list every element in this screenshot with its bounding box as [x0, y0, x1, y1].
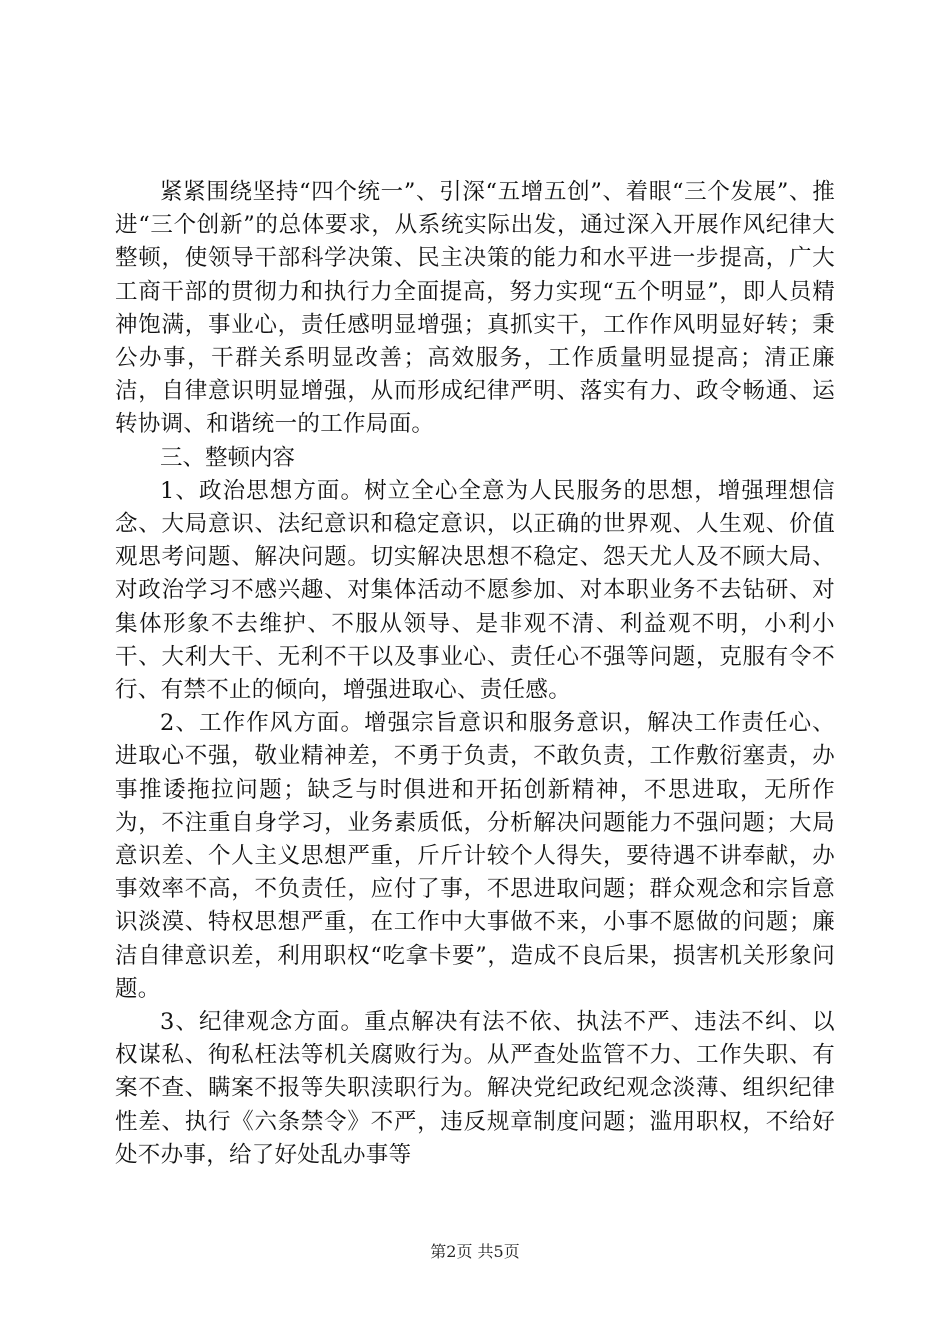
document-body [115, 176, 835, 1172]
page-number-footer: 第2页 共5页 [430, 1242, 520, 1261]
paragraph-discipline: 3、纪律观念方面。重点解决有法不依、执法不严、违法不纠、以权谋私、徇私枉法等机关腐败行为。从严查处监管不力、工作失职、有案不查、瞒案不报等失职渎职行为。解决党纪政纪观念淡薄、组织纪律性差、执行《六条禁令》不严，违反规章制度问题；滥用职权，不给好处不办事，给了好处乱办事等 [115, 1009, 835, 1168]
paragraph-political-thought: 1、政治思想方面。树立全心全意为人民服务的思想，增强理想信念、大局意识、法纪意识和稳定意识，以正确的世界观、人生观、价值观思考问题、解决问题。切实解决思想不稳定、怨天尤人及不顾大局、对政治学习不感兴趣、对集体活动不愿参加、对本职业务不去钻研、对集体形象不去维护、不服从领导、是非观不清、利益观不明，小利小干、大利大干、无利不干以及事业心、责任心不强等问题，克服有令不行、有禁不止的倾向，增强进取心、责任感。 [115, 477, 835, 704]
paragraph-goals: 紧紧围绕坚持“四个统一”、引深“五增五创”、着眼“三个发展”、推进“三个创新”的总体要求，从系统实际出发，通过深入开展作风纪律大整顿，使领导干部科学决策、民主决策的能力和水平进一步提高，广大工商干部的贯彻力和执行力全面提高，努力实现“五个明显”，即人员精神饱满，事业心，责任感明显增强；真抓实干，工作作风明显好转；秉公办事，干群关系明显改善；高效服务，工作质量明显提高；清正廉洁，自律意识明显增强，从而形成纪律严明、落实有力、政令畅通、运转协调、和谐统一的工作局面。 [115, 179, 835, 438]
paragraph-work-style: 2、工作作风方面。增强宗旨意识和服务意识，解决工作责任心、进取心不强，敬业精神差，不勇于负责，不敢负责，工作敷衍塞责，办事推诿拖拉问题；缺乏与时俱进和开拓创新精神，不思进取，无所作为，不注重自身学习，业务素质低，分析解决问题能力不强问题；大局意识差、个人主义思想严重，斤斤计较个人得失，要待遇不讲奉献，办事效率不高，不负责任，应付了事，不思进取问题；群众观念和宗旨意识淡漠、特权思想严重，在工作中大事做不来，小事不愿做的问题；廉洁自律意识差，利用职权“吃拿卡要”，造成不良后果，损害机关形象问题。 [115, 710, 835, 1002]
section-heading: 三、整顿内容 [160, 444, 296, 471]
